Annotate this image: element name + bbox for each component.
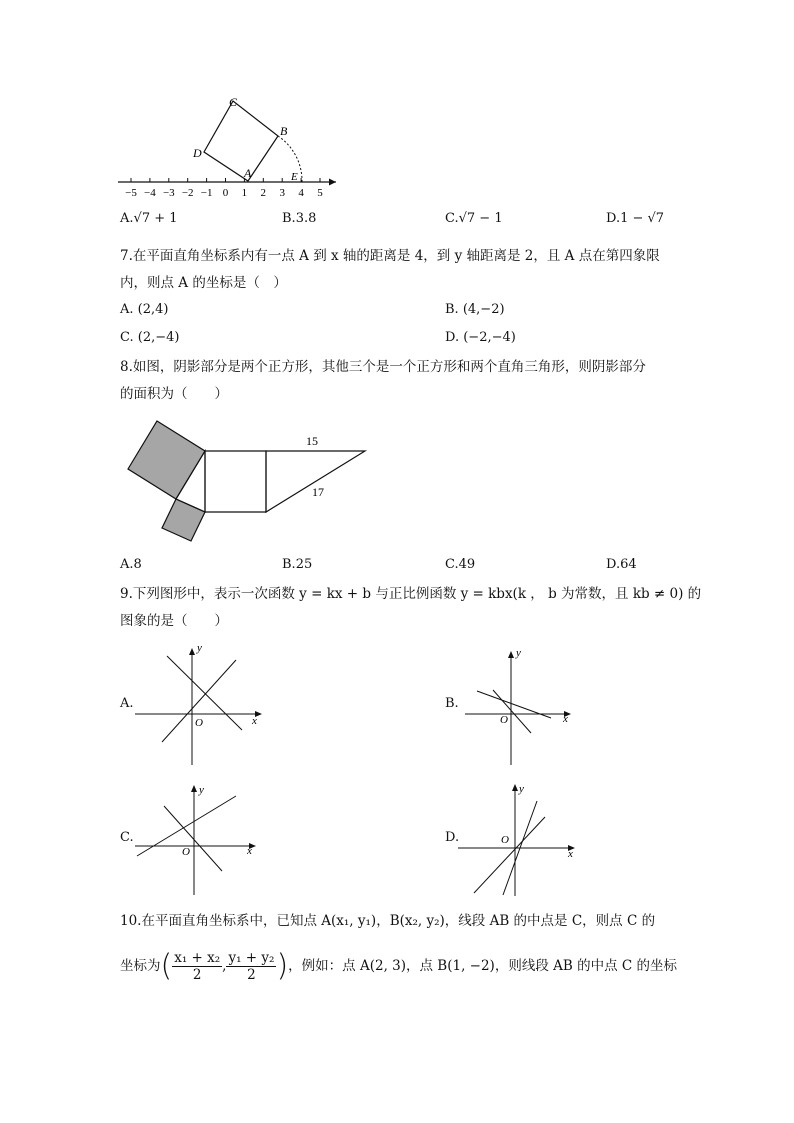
option-text: 8 xyxy=(133,557,142,572)
option-text: √7 − 1 xyxy=(458,211,503,226)
axis-x-label: x xyxy=(252,715,257,727)
graph-b xyxy=(465,647,571,765)
graph-b-line-1 xyxy=(493,690,531,733)
fraction-x xyxy=(172,950,222,983)
tick-label: −4 xyxy=(144,187,156,199)
fraction-x-den: 2 xyxy=(192,967,202,983)
tick-label: 0 xyxy=(222,187,229,199)
option-text: 25 xyxy=(295,557,313,572)
axis-y-label: y xyxy=(519,783,524,795)
option-text: 3.8 xyxy=(295,211,317,226)
option-text: (2,−4) xyxy=(137,330,180,345)
axis-y-label: y xyxy=(516,647,521,659)
axis-y-label: y xyxy=(199,784,204,796)
tick-label: 4 xyxy=(298,187,304,199)
origin-label: O xyxy=(182,846,190,858)
tick-label: −5 xyxy=(125,187,137,199)
q9-stem-line1: 9.下列图形中，表示一次函数 y = kx + b 与正比例函数 y = kbx(k ， b 为常数，且 kb ≠ 0) 的 xyxy=(120,586,702,602)
fraction-y-num: y₁ + y₂ xyxy=(228,950,275,966)
left-paren: ( xyxy=(160,948,173,984)
tick-label: 5 xyxy=(317,187,323,199)
option-text: 1 − √7 xyxy=(620,211,665,226)
axis-y-label: y xyxy=(197,642,202,654)
option-text: (2,4) xyxy=(137,302,169,317)
option-text: √7 + 1 xyxy=(133,211,178,226)
origin-label: O xyxy=(500,714,508,726)
axis-x-label: x xyxy=(563,713,568,725)
graph-d-line-1 xyxy=(474,817,545,893)
graph-a-line-1 xyxy=(162,660,236,742)
option-letter: B. xyxy=(282,557,296,572)
q8-stem-line2: 的面积为（ ） xyxy=(120,386,228,402)
q10-stem-line1: 10.在平面直角坐标系中，已知点 A(x₁, y₁)，B(x₂, y₂)，线段 AB 的中点是 C，则点 C 的 xyxy=(120,913,656,929)
option-letter: C. xyxy=(445,557,459,572)
q9-graph-d-letter[interactable]: D. xyxy=(445,830,460,845)
q9-graph-b-letter[interactable]: B. xyxy=(445,696,459,711)
q10-suffix: ，例如：点 A(2, 3)，点 B(1, −2)，则线段 AB 的中点 C 的坐标 xyxy=(288,958,677,974)
tick-label: −2 xyxy=(181,187,194,199)
option-letter: A. xyxy=(120,557,134,572)
q7-stem-line2: 内，则点 A 的坐标是（ ） xyxy=(120,275,287,291)
origin-label: O xyxy=(501,834,509,846)
option-letter: D. xyxy=(606,211,621,226)
option-letter: A. xyxy=(120,211,134,226)
fraction-y-den: 2 xyxy=(247,967,256,983)
option-letter: D. xyxy=(606,557,621,572)
graph-a xyxy=(135,642,262,765)
label-E: E xyxy=(291,171,298,183)
label-15: 15 xyxy=(306,434,318,448)
q7-stem-line1: 7.在平面直角坐标系内有一点 A 到 x 轴的距离是 4，到 y 轴距离是 2，且 A 点在第四象限 xyxy=(120,248,660,264)
label-B: B xyxy=(280,124,288,138)
axis-x-label: x xyxy=(568,848,573,860)
tick-label: −3 xyxy=(162,187,175,199)
graph-d xyxy=(458,783,575,896)
graph-c-line-2 xyxy=(164,806,222,871)
q10-prefix: 坐标为 xyxy=(120,958,161,974)
axis-x-label: x xyxy=(247,845,252,857)
q9-stem-line2: 图象的是（ ） xyxy=(120,613,228,629)
graph-a-line-2 xyxy=(167,656,242,730)
option-letter: A. xyxy=(120,302,134,317)
origin-label: O xyxy=(195,717,203,729)
option-text: (4,−2) xyxy=(462,302,505,317)
right-paren: ) xyxy=(276,948,289,984)
option-letter: D. xyxy=(445,330,460,345)
option-text: (−2,−4) xyxy=(463,330,516,345)
tick-label: −1 xyxy=(200,187,213,199)
tick-label: 1 xyxy=(241,187,248,199)
q10-stem-line2: 坐标为( $\frac{\text{x₁ + x₂}}{2}$ , $\frac{\text{y₁ + y₂}}{2}$ )，例如：点 A(2, 3)，点 B(1, −2)，则线段 AB 的中点 C 的坐标 xyxy=(120,948,677,984)
option-text: 49 xyxy=(458,557,476,572)
q9-graph-c-letter[interactable]: C. xyxy=(120,830,134,845)
q8-stem-line1: 8.如图，阴影部分是两个正方形，其他三个是一个正方形和两个直角三角形，则阴影部分 xyxy=(120,359,646,375)
option-letter: C. xyxy=(445,211,459,226)
option-letter: C. xyxy=(120,330,134,345)
option-letter: B. xyxy=(445,302,459,317)
q9-graph-a-letter[interactable]: A. xyxy=(120,696,134,711)
option-text: 64 xyxy=(620,557,637,572)
label-A: A xyxy=(244,166,252,180)
graph-c xyxy=(135,784,256,895)
option-letter: B. xyxy=(282,211,296,226)
tick-label: 2 xyxy=(260,187,267,199)
label-C: C xyxy=(229,95,238,109)
fraction-y xyxy=(226,950,276,983)
fraction-x-num: x₁ + x₂ xyxy=(174,950,221,966)
label-D: D xyxy=(193,146,202,160)
tick-label: 3 xyxy=(279,187,285,199)
label-17: 17 xyxy=(312,485,324,499)
